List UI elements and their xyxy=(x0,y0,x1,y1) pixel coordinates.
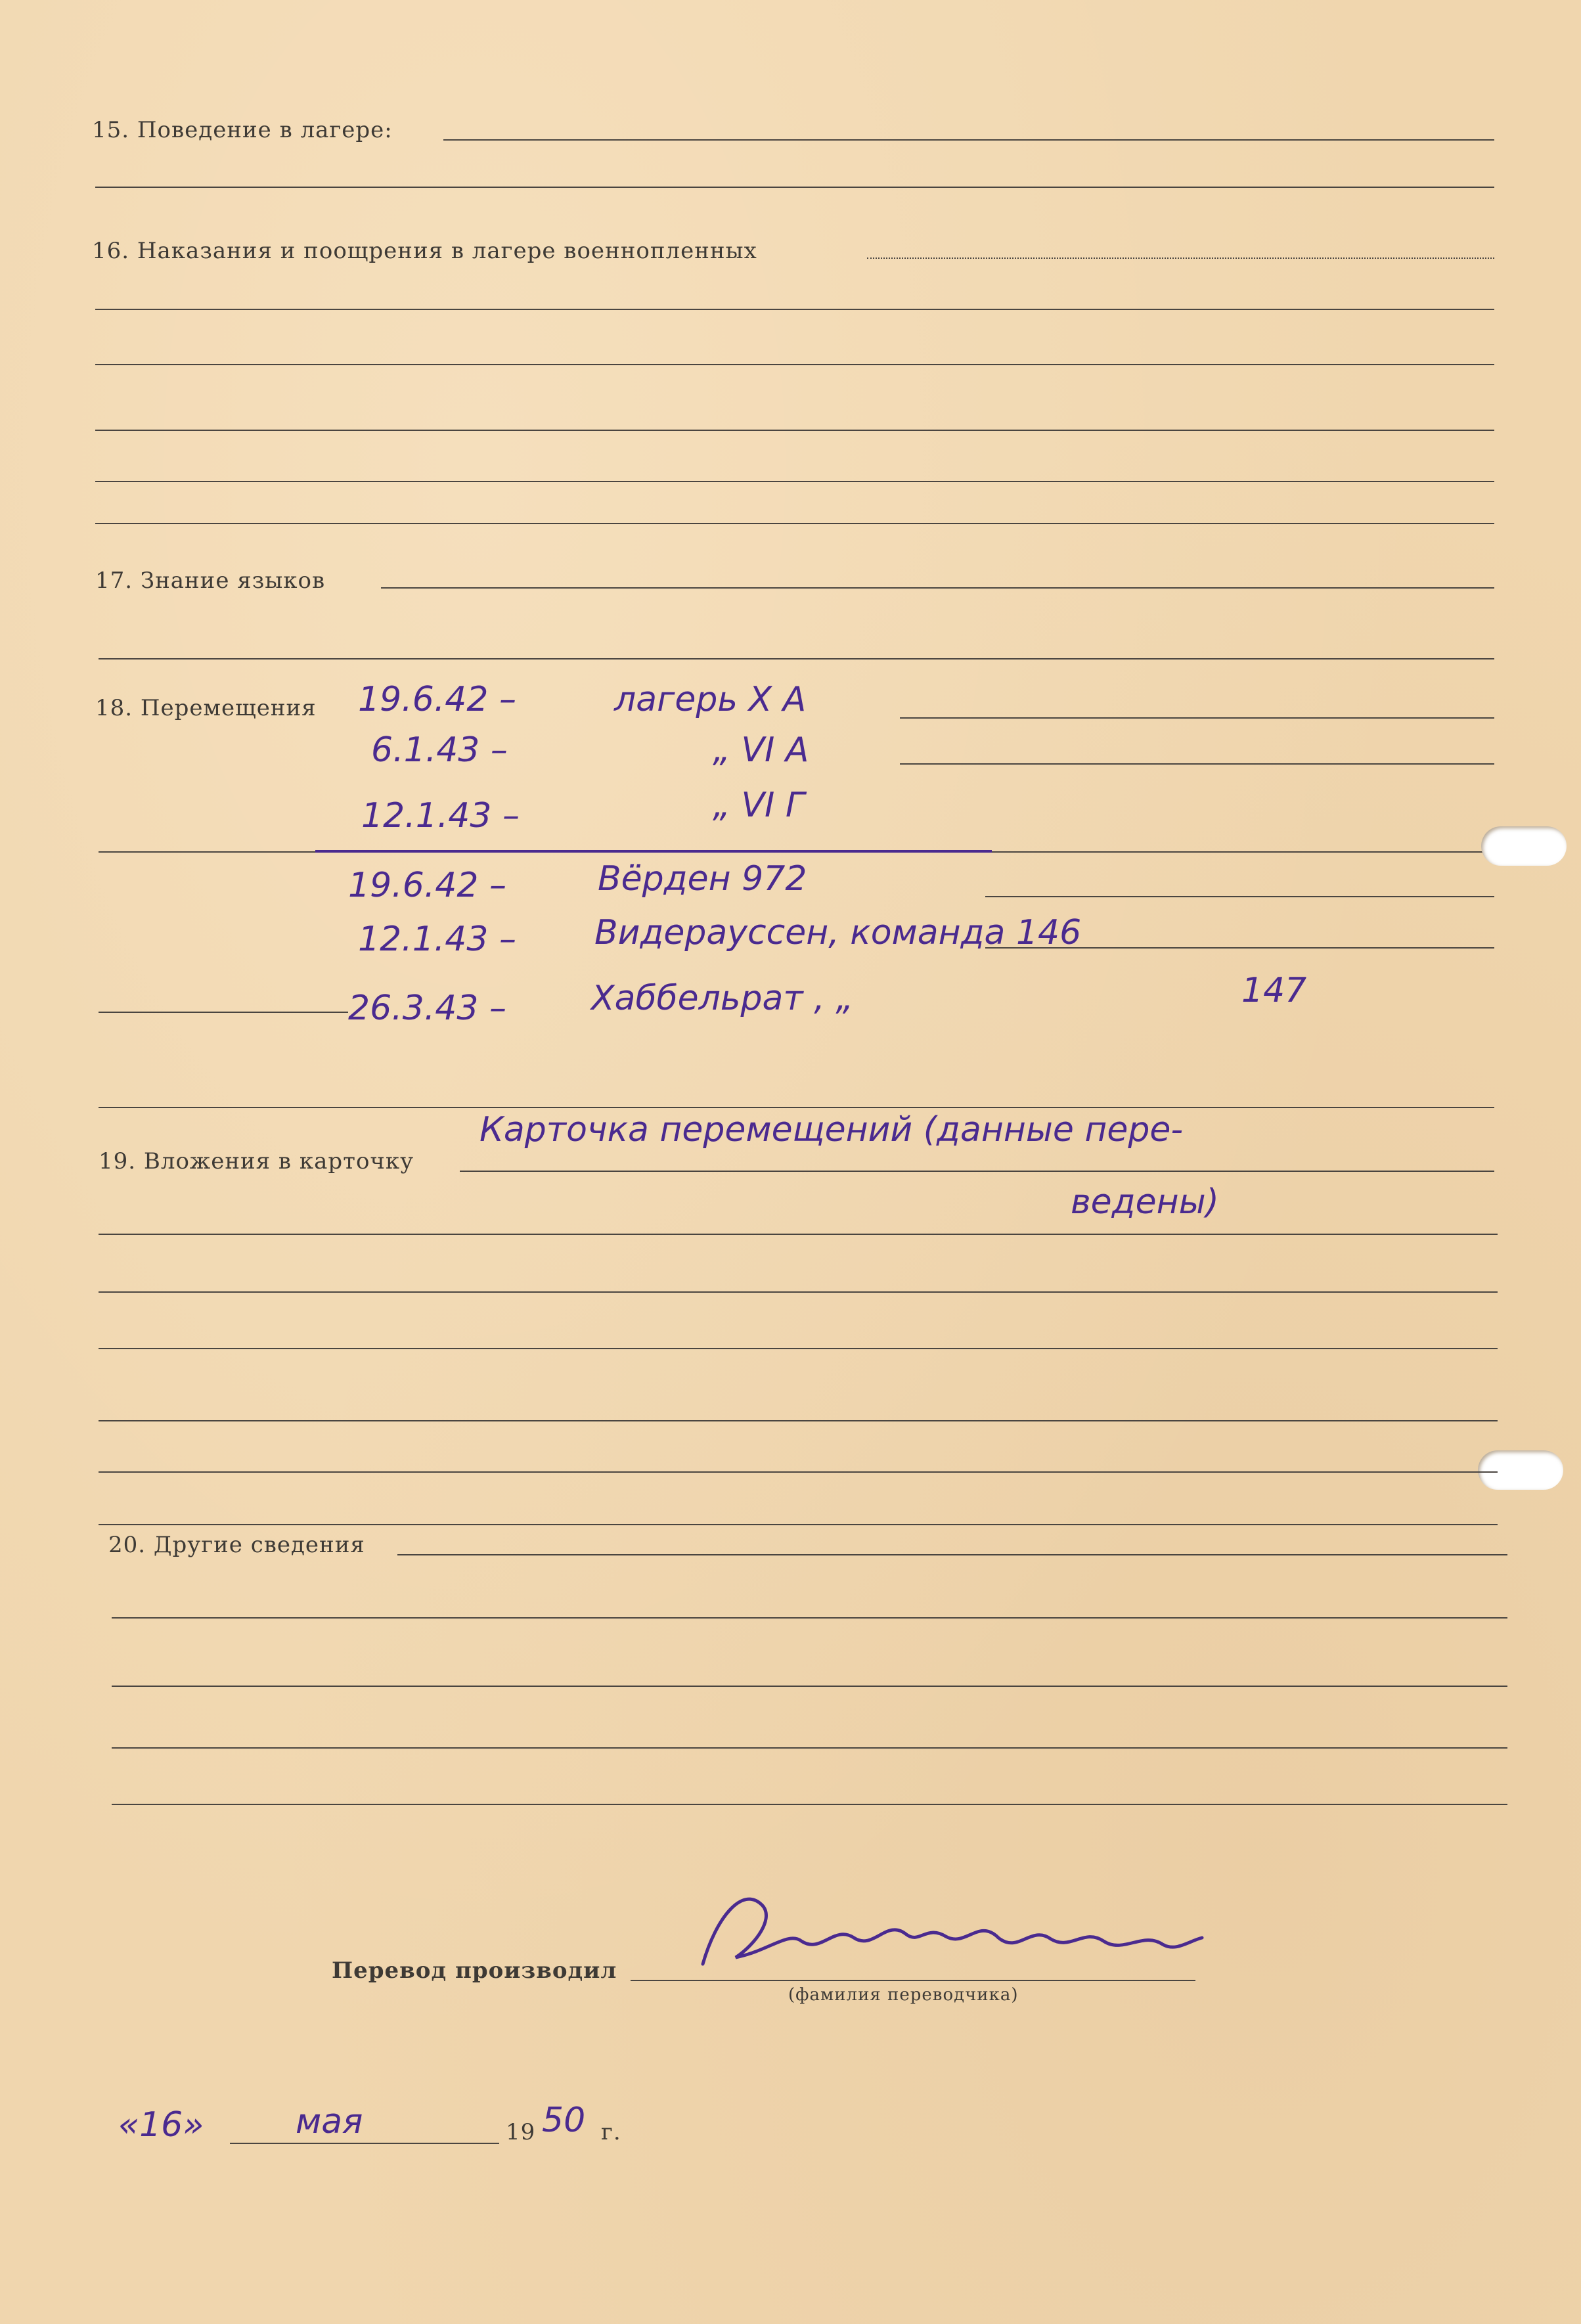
transfer-1-place: лагерь X A xyxy=(614,680,807,719)
field-20-line-2 xyxy=(112,1617,1507,1619)
field-18-line-2 xyxy=(900,763,1494,765)
field-18-line-8 xyxy=(99,1107,1494,1108)
date-month-line xyxy=(230,2143,499,2144)
transfer-6-date: 26.3.43 – xyxy=(348,989,507,1028)
transfer-3-date: 12.1.43 – xyxy=(361,796,520,836)
date-day: «16» xyxy=(118,2105,204,2145)
field-18-line xyxy=(900,717,1494,719)
field-15-line-2 xyxy=(95,187,1494,188)
transfer-4-place: Вёрден 972 xyxy=(598,859,807,899)
date-year-suffix: 50 xyxy=(542,2101,586,2140)
field-17-line-2 xyxy=(99,658,1494,659)
attachment-text-line2: ведены) xyxy=(1071,1182,1219,1222)
binder-hole-top xyxy=(1481,826,1567,866)
field-18-line-3 xyxy=(99,851,315,853)
transfer-2-place: „ VI A xyxy=(713,730,809,770)
field-19-line-6 xyxy=(99,1471,1498,1473)
transfer-5-place: Видерауссен, команда 146 xyxy=(594,913,1082,952)
date-year-prefix: 19 xyxy=(506,2119,536,2145)
transfer-6-team: 147 xyxy=(1241,971,1307,1010)
date-year-unit: г. xyxy=(601,2119,621,2145)
field-16-line-3 xyxy=(95,364,1494,365)
field-20-line-3 xyxy=(112,1686,1507,1687)
field-16-line-5 xyxy=(95,481,1494,482)
date-month: мая xyxy=(296,2102,363,2141)
field-19-line-7 xyxy=(99,1524,1498,1525)
field-16-line-6 xyxy=(95,523,1494,524)
field-16-line xyxy=(867,257,1494,259)
transfer-4-date: 19.6.42 – xyxy=(348,866,507,905)
field-15-label: 15. Поведение в лагере: xyxy=(92,117,393,143)
field-20-line-5 xyxy=(112,1804,1507,1805)
field-18-label: 18. Перемещения xyxy=(95,695,317,721)
field-19-line-5 xyxy=(99,1420,1498,1421)
transfer-separator xyxy=(315,850,992,853)
transfer-5-date: 12.1.43 – xyxy=(358,920,517,959)
field-19-line-2 xyxy=(99,1234,1498,1235)
field-19-label: 19. Вложения в карточку xyxy=(99,1148,414,1174)
field-17-label: 17. Знание языков xyxy=(95,568,326,594)
field-20-line-4 xyxy=(112,1747,1507,1749)
field-18-line-7 xyxy=(99,1012,348,1013)
field-16-line-4 xyxy=(95,430,1494,431)
transfer-6-place: Хаббельрат , „ xyxy=(591,979,854,1018)
transfer-3-place: „ VI Г xyxy=(713,786,805,825)
field-19-line-4 xyxy=(99,1348,1498,1349)
field-17-line xyxy=(381,587,1494,589)
translator-label: Перевод производил xyxy=(332,1957,617,1984)
field-19-line-3 xyxy=(99,1291,1498,1293)
field-15-line xyxy=(443,139,1494,141)
transfer-1-date: 19.6.42 – xyxy=(358,680,517,719)
binder-hole-bottom xyxy=(1478,1450,1563,1490)
field-16-line-2 xyxy=(95,309,1494,310)
translator-signature xyxy=(690,1879,1215,1984)
field-19-line xyxy=(460,1171,1494,1172)
attachment-text-line1: Карточка перемещений (данные пере- xyxy=(479,1110,1184,1150)
field-16-label: 16. Наказания и поощрения в лагере военнопленных xyxy=(92,238,757,264)
translator-caption: (фамилия переводчика) xyxy=(788,1985,1019,2005)
field-18-line-5 xyxy=(985,896,1494,897)
field-20-line xyxy=(397,1554,1507,1555)
field-20-label: 20. Другие сведения xyxy=(108,1532,365,1558)
transfer-2-date: 6.1.43 – xyxy=(371,730,508,770)
